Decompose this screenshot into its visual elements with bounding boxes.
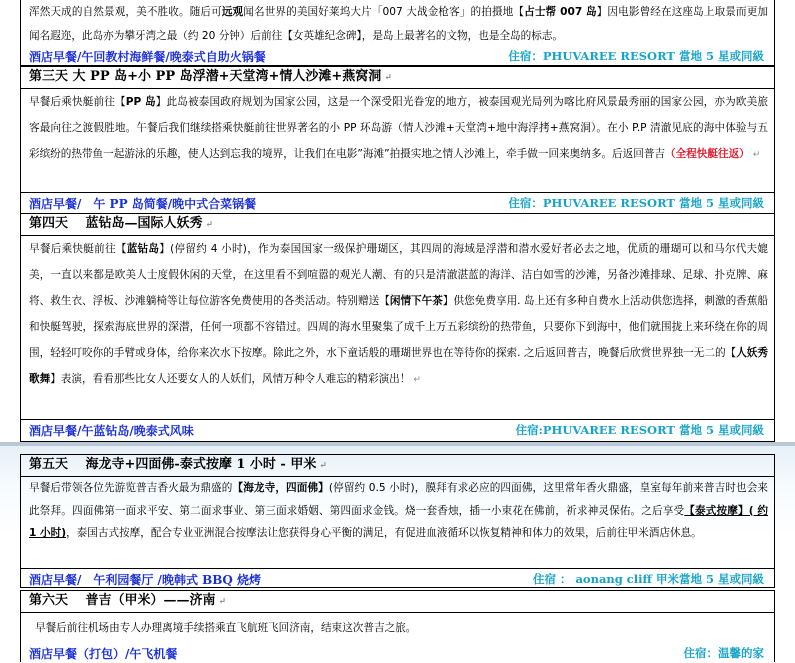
day6-block xyxy=(20,590,775,662)
day4-hotel: 住宿:PHUVAREE RESORT 當地 5 星或同級 xyxy=(515,423,764,437)
day3-text: 早餐后乘快艇前往【PP 岛】此岛被泰国政府规划为国家公园，这是一个深受阳光眷宠的地方，被泰国观光局列为喀比府风景最秀丽的国家公园，亦为欧美旅客最向往之渡假胜地。午餐后我们继续搭乘快艇前往世界著名的小 PP 环岛游（情人沙滩+天堂湾+地中海浮拷+燕窝洞）。在小 P.P 清澈见底的海中体验与五彩缤纷的热带鱼一起游泳的乐趣，使人达到忘我的境界，让我们在电影”海滩”拍摄实地之情人沙滩上，牵手做一回来奥纳多。后返回普吉（全程快艇往返） ↵ xyxy=(29,96,768,160)
day2-meal-row xyxy=(21,46,774,66)
day3-hotel: 住宿：PHUVAREE RESORT 當地 5 星或同級 xyxy=(508,196,764,210)
page-2 xyxy=(0,446,795,662)
day4-title: 第四天 蓝钻岛—国际人妖秀 ↵ xyxy=(29,216,214,231)
day5-text: 早餐后带领各位先游览普吉香火最为鼎盛的【海龙寺，四面佛】(停留约 0.5 小时)，膜拜有求必应的四面佛，这里常年香火鼎盛，皇室每年前来普吉时也会来此祭拜。四面佛第一面求平安、第二面求事业、第三面求婚姻、第四面求金钱。烧一套香烛，插一小束花在佛前，祈求神灵保佑。之后享受【泰式按摩】( 约 1 小时)，泰国古式按摩，配合专业亚洲混合按摩法让您获得身心平衡的满足，有促进血液循环以恢复精神和体力的效果，后前往甲米酒店休息。 xyxy=(29,482,769,539)
day4-meals: 酒店早餐/午蓝钻岛/晚泰式风味 xyxy=(29,423,194,438)
day6-hotel: 住宿：温馨的家 xyxy=(683,646,764,660)
day4-text: 早餐后乘快艇前往【蓝钻岛】(停留约 4 小时)，作为泰国国家一级保护珊瑚区，其四周的海域是浮潜和潜水爱好者必去之地，优质的珊瑚可以和马尔代夫媲美，一直以来都是欧美人士度假休闲的天堂，在这里看不到喧嚣的观光人潮、有的只是清澈湛蓝的海洋、洁白如雪的沙滩，另备沙滩排球、足球、扑克牌、麻将、救生衣、浮板、沙滩躺椅等让每位游客免费使用的各类活动。特别赠送【闲情下午茶】供您免费享用. 岛上还有多种自费水上活动供您选择，刺激的香蕉船和快艇驾驶，探索海底世界的深潜，任何一项都不容错过。四周的海水里聚集了成千上万五彩缤纷的热带鱼，只要你下到海中，他们就围拢上来环绕在你的周围，轻轻叮咬你的手臂或身体，给你来次水下按摩。除此之外，水下童话般的珊瑚世界也在等待你的探索. 之后返回普吉，晚餐后欣赏世界独一无二的【人妖秀歌舞】表演，看看那些比女人还要女人的人妖们，风情万种令人难忘的精彩演出！ ↵ xyxy=(29,243,769,385)
day4-block xyxy=(20,214,775,442)
day3-meals: 酒店早餐/ 午 PP 岛简餐/晚中式合菜锅餐 xyxy=(29,196,257,211)
day6-title: 第六天 普吉（甲米）——济南 ↵ xyxy=(29,593,227,608)
day5-hotel: 住宿 ： aonang cliff 甲米當地 5 星或同級 xyxy=(532,572,764,586)
day5-title: 第五天 海龙寺+四面佛-泰式按摩 1 小时 - 甲米 ↵ xyxy=(29,457,327,472)
day2-meals: 酒店早餐/午回教村海鲜餐/晚泰式自助火锅餐 xyxy=(29,49,266,64)
day5-block xyxy=(20,454,775,588)
day6-meals: 酒店早餐（打包）/午飞机餐 xyxy=(29,646,178,661)
day6-meal-row xyxy=(21,643,774,663)
day3-meal-row xyxy=(21,193,774,213)
day6-text: 早餐后前往机场由专人办理离境手续搭乘直飞航班飞回济南，结束这次普吉之旅。 xyxy=(35,622,417,634)
day4-meal-row xyxy=(21,420,774,440)
day5-meal-row xyxy=(21,569,774,589)
day3-block xyxy=(20,66,775,214)
day3-title: 第三天 大 PP 岛+小 PP 岛浮潜+天堂湾+情人沙滩+燕窝洞 ↵ xyxy=(29,69,392,84)
day2-text: 浑然天成的自然景观，美不胜收。随后可远观闻名世界的美国好莱坞大片「007 大战金枪客」的拍摄地【占士帮 007 岛】因电影曾经在这座岛上取景而更加闻名遐迩，此岛亦为攀牙湾之最（约 20 分钟）后前往【女英雄纪念碑】，是岛上最著名的文物，也是全岛的标志。 xyxy=(29,6,769,42)
day2-hotel: 住宿：PHUVAREE RESORT 當地 5 星或同級 xyxy=(508,49,764,63)
day2-continuation xyxy=(20,0,775,66)
day5-meals: 酒店早餐/ 午利园餐厅 /晚韩式 BBQ 烧烤 xyxy=(29,572,262,587)
